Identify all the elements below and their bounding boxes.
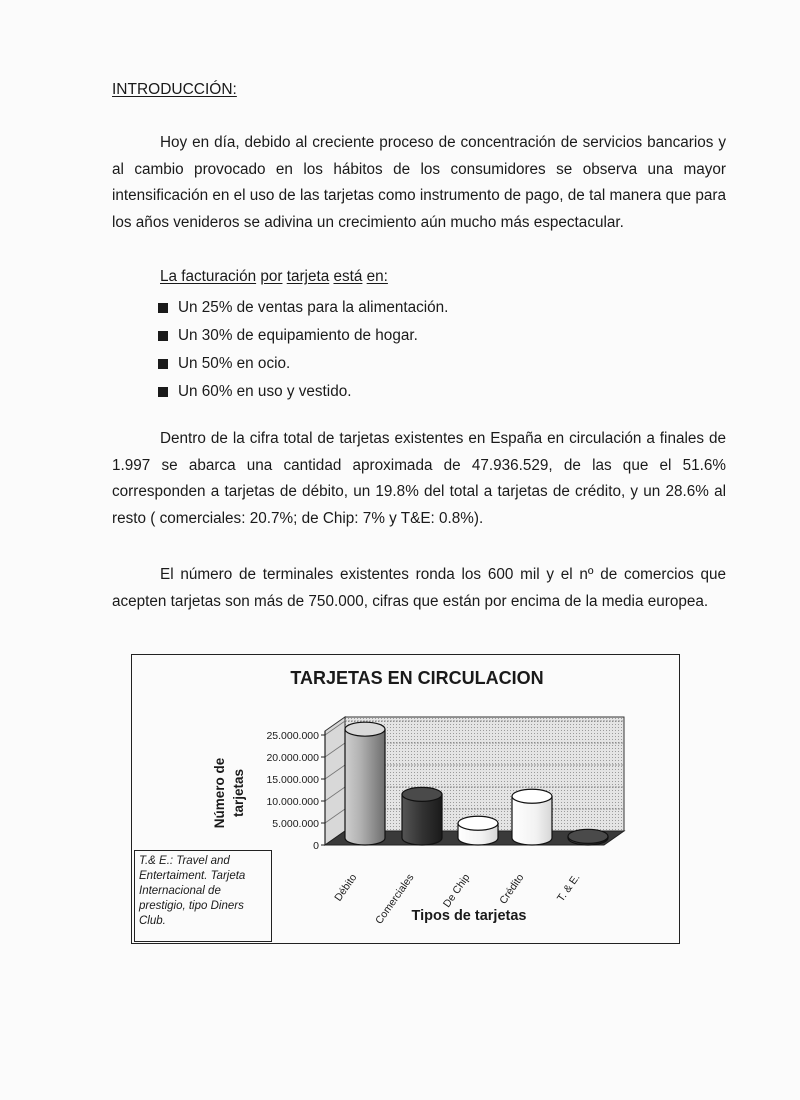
y-axis-label-line2: tarjetas (231, 768, 246, 818)
paragraph-intro: Hoy en día, debido al creciente proceso de concentración de servicios bancarios y al cambio provocado en los hábitos de los consumidores se observa una mayor intensificación en el uso de las tarjetas como instrumento de pago, de tal manera que para los años venideros se adivina un crecimiento aún mucho más espectacular. (112, 134, 726, 231)
x-tick-label: De Chip (440, 871, 473, 910)
cylinder-top (345, 722, 385, 736)
chart-side-wall (325, 717, 345, 845)
y-tick-label: 5.000.000 (272, 818, 319, 830)
cylinder-top (458, 816, 498, 830)
chart-bar-1 (402, 787, 442, 845)
cylinder-body (345, 729, 385, 845)
square-bullet-icon (158, 331, 168, 341)
list-title-word: tarjeta (286, 268, 330, 285)
y-axis-label-line1: Número de (212, 757, 227, 829)
list-item (158, 350, 448, 378)
y-tick-label: 10.000.000 (266, 796, 319, 808)
chart-bar-2 (458, 816, 498, 845)
list-item (158, 378, 448, 406)
paragraph-terminals: El número de terminales existentes ronda los 600 mil y el nº de comercios que acepten tarjetas son más de 750.000, cifras que están por encima de la media europea. (112, 566, 726, 610)
list-item-text: Un 30% de equipamiento de hogar. (178, 327, 418, 344)
footnote-box: T.& E.: Travel and Entertaiment. Tarjeta Internacional de prestigio, tipo Diners Club. (134, 850, 272, 942)
cylinder-top (568, 829, 608, 843)
list-item (158, 322, 448, 350)
list-title-word: está (333, 268, 363, 285)
list-title-word: por (260, 268, 283, 285)
x-tick-label: Crédito (497, 871, 527, 907)
list-item (158, 294, 448, 322)
chart-bar-3 (512, 789, 552, 845)
chart-bar-0 (345, 722, 385, 845)
x-tick-label: T. & E. (554, 871, 583, 905)
chart-bar-4 (568, 829, 608, 845)
y-tick-label: 0 (313, 840, 319, 852)
list-item-text: Un 50% en ocio. (178, 355, 291, 372)
square-bullet-icon (158, 303, 168, 313)
paragraph-card-figures: Dentro de la cifra total de tarjetas existentes en España en circulación a finales de 1.997 se abarca una cantidad aproximada de 47.936.529, de las que el 51.6% corresponden a tarjetas de débito, un 19.8% del total a tarjetas de crédito, y un 28.6% al resto ( comerciales: 20.7%; de Chip: 7% y T&E: 0.8%). (112, 430, 726, 527)
square-bullet-icon (158, 387, 168, 397)
x-tick-label: Débito (332, 871, 360, 904)
list-title-word: La facturación (160, 268, 257, 285)
chart-back-wall (345, 717, 624, 831)
y-tick-label: 20.000.000 (266, 752, 319, 764)
x-axis-label: Tipos de tarjetas (411, 908, 527, 924)
billing-list (158, 294, 448, 406)
y-tick-label: 15.000.000 (266, 774, 319, 786)
cylinder-top (402, 787, 442, 801)
square-bullet-icon (158, 359, 168, 369)
list-title (160, 268, 388, 286)
x-tick-label: Comerciales (373, 871, 417, 927)
list-item-text: Un 25% de ventas para la alimentación. (178, 299, 449, 316)
list-title-word: en: (366, 268, 388, 285)
y-tick-label: 25.000.000 (266, 730, 319, 742)
section-heading: INTRODUCCIÓN: (112, 81, 237, 98)
list-item-text: Un 60% en uso y vestido. (178, 383, 352, 400)
chart-title: TARJETAS EN CIRCULACION (290, 668, 544, 688)
cylinder-top (512, 789, 552, 803)
